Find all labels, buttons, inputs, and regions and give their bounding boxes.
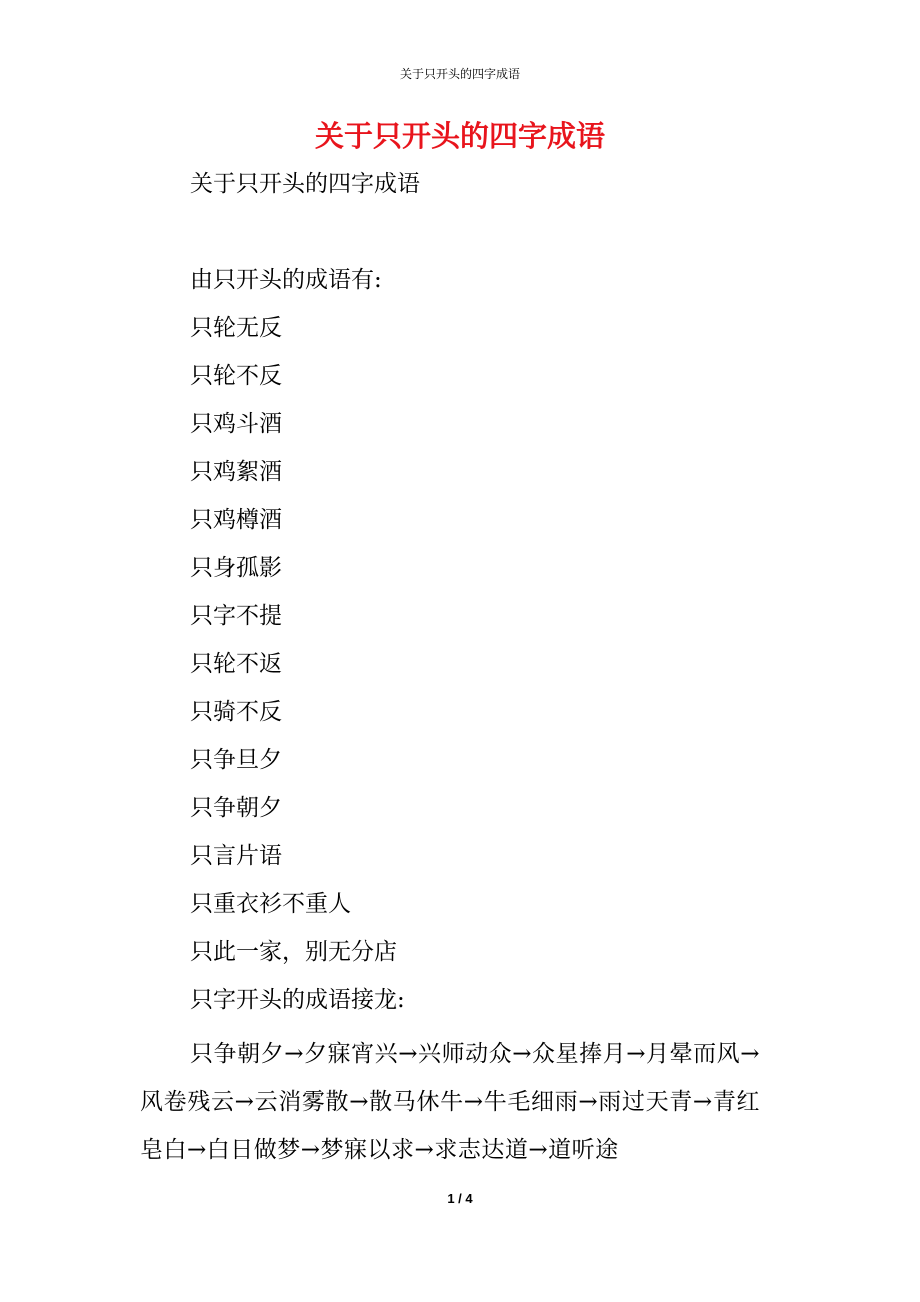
intro-text: 由只开头的成语有: <box>190 267 382 293</box>
idiom-item: 只此一家，别无分店 <box>190 939 397 965</box>
idiom-item: 只鸡絮酒 <box>190 459 282 485</box>
page-header: 关于只开头的四字成语 <box>399 67 520 81</box>
idiom-item: 只重衣衫不重人 <box>190 891 351 917</box>
page-number: 1 / 4 <box>447 1191 473 1206</box>
idiom-item: 只轮无反 <box>190 315 282 341</box>
chain-heading: 只字开头的成语接龙: <box>190 987 405 1013</box>
idiom-item: 只轮不反 <box>190 363 282 389</box>
document-title: 关于只开头的四字成语 <box>314 119 605 153</box>
idiom-item: 只鸡斗酒 <box>190 411 282 437</box>
blank-line <box>140 208 760 256</box>
document-body <box>140 160 760 1024</box>
idiom-chain-paragraph: 只争朝夕→夕寐宵兴→兴师动众→众星捧月→月晕而风→风卷残云→云消雾散→散马休牛→牛毛细雨→雨过天青→青红皂白→白日做梦→梦寐以求→求志达道→道听途 <box>140 1041 760 1163</box>
idiom-item: 只轮不返 <box>190 651 282 677</box>
idiom-item: 只骑不反 <box>190 699 282 725</box>
idiom-item: 只争朝夕 <box>190 795 282 821</box>
subtitle: 关于只开头的四字成语 <box>190 171 420 197</box>
idiom-item: 只字不提 <box>190 603 282 629</box>
idiom-item: 只鸡樽酒 <box>190 507 282 533</box>
idiom-item: 只身孤影 <box>190 555 282 581</box>
idiom-item: 只言片语 <box>190 843 282 869</box>
idiom-item: 只争旦夕 <box>190 747 282 773</box>
